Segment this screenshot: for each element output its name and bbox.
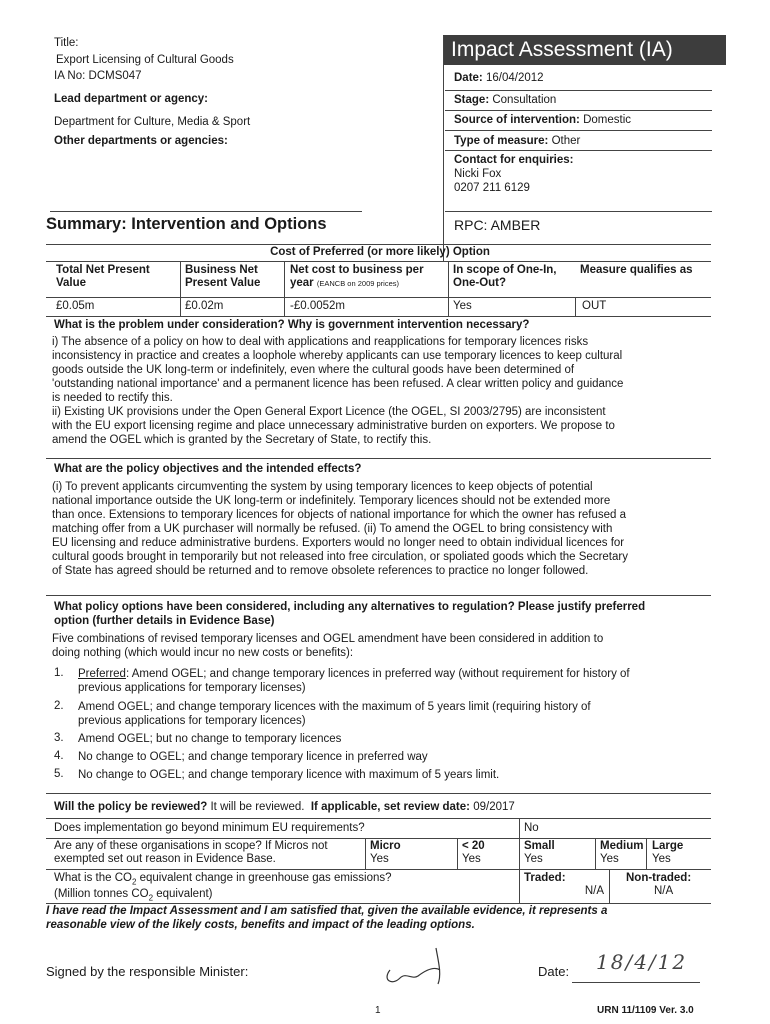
large-cell: [652, 840, 683, 866]
objectives-text: [52, 480, 714, 578]
eu-question: Does implementation go beyond minimum EU requirements?: [54, 822, 365, 834]
date-value: 16/04/2012: [485, 72, 544, 84]
option-preferred-label: Preferred: [78, 668, 126, 680]
stage-value: Consultation: [492, 94, 557, 106]
ia-banner: Impact Assessment (IA): [443, 35, 726, 65]
type-label: Type of measure:: [454, 135, 549, 147]
small-cell: [524, 840, 555, 866]
urn-reference: URN 11/1109 Ver. 3.0: [597, 1005, 694, 1016]
minister-signature: [378, 940, 473, 988]
option-number: 4.: [54, 750, 64, 762]
review-date-answer: 09/2017: [473, 801, 515, 813]
co2-question-text: (Million tonnes CO: [54, 888, 149, 901]
divider: [46, 458, 711, 459]
micro-question-line: Are any of these organisations in scope? If Micros not: [54, 840, 328, 852]
date-label-signoff: Date:: [538, 964, 570, 979]
option-text: previous applications for temporary licences): [78, 715, 306, 727]
ia-number-value: DCMS047: [88, 70, 142, 82]
options-heading: [54, 600, 645, 628]
cost-header-net-cost: [290, 264, 450, 290]
option-item: No change to OGEL; and change temporary licence with maximum of 5 years limit.: [78, 769, 500, 781]
options-intro-line: doing nothing (which would incur no new costs or benefits):: [52, 647, 354, 659]
ia-number: [54, 70, 142, 82]
divider: [284, 261, 285, 316]
divider: [365, 838, 366, 869]
cost-header-business-npv: Business Net Present Value: [185, 264, 261, 289]
divider: [180, 261, 181, 316]
sign-off-statement-line: reasonable view of the likely costs, benefits and impact of the leading options.: [46, 919, 475, 931]
objectives-line: national importance outside the UK long-term or indefinitely. Temporary licences should not be extended more: [52, 495, 611, 507]
traded-cell: [524, 872, 604, 898]
problem-line: goods outside the UK long-term or indefinitely, even where the cultural goods have been determined of: [52, 364, 575, 376]
other-departments-label: Other departments or agencies:: [54, 135, 228, 147]
traded-header: Traded:: [524, 872, 566, 884]
objectives-line: EU licensing and reduce administrative burdens. Exporters would no longer need to obtain individual licences for: [52, 537, 625, 549]
date-field: [454, 72, 544, 84]
summary-title: Summary: Intervention and Options: [46, 215, 327, 233]
problem-line: inconsistency in practice and creates a loophole whereby applicants can use temporary licences to keep cultural: [52, 350, 623, 362]
problem-line: ii) Existing UK provisions under the Open General Export Licence (the OGEL, SI 2003/2795) are inconsistent: [52, 406, 606, 418]
medium-header: Medium: [600, 840, 644, 852]
option-number: 5.: [54, 768, 64, 780]
option-text: Amend OGEL; and change temporary licences with the maximum of 5 years limit (requiring history of: [78, 701, 591, 713]
review-row: [54, 801, 515, 813]
header-vertical-divider: [443, 36, 444, 261]
micro-value: Yes: [370, 853, 389, 865]
divider: [445, 150, 712, 151]
traded-value: N/A: [584, 885, 604, 897]
small-value: Yes: [524, 853, 543, 865]
problem-line: with the EU export licensing regime and place unnecessary administrative burden on exporters. We propose to: [52, 420, 615, 432]
problem-text: [52, 335, 714, 447]
co2-question-text: equivalent change in greenhouse gas emissions?: [136, 872, 392, 884]
cost-header-measure: Measure qualifies as: [580, 264, 693, 276]
cost-header-net-cost-main: Net cost to business per year: [290, 264, 424, 289]
cost-header-ooio: In scope of One-In, One-Out?: [453, 264, 557, 289]
problem-line: 'outstanding national importance' and a permanent licence has been refused. A clear written policy and guidance: [52, 378, 624, 390]
divider: [448, 261, 449, 316]
divider: [445, 211, 712, 212]
review-date-question: If applicable, set review date:: [310, 801, 470, 813]
type-field: [454, 135, 580, 147]
source-value: Domestic: [583, 114, 632, 126]
problem-heading: What is the problem under consideration? Why is government intervention necessary?: [54, 319, 530, 331]
large-header: Large: [652, 840, 684, 852]
review-answer: It will be reviewed.: [210, 801, 305, 813]
type-value: Other: [551, 135, 581, 147]
source-label: Source of intervention:: [454, 114, 580, 126]
cost-header-net-cost-note: (EANCB on 2009 prices): [316, 279, 399, 288]
review-question: Will the policy be reviewed?: [54, 801, 208, 813]
micro-cell: [370, 840, 401, 866]
option-number: 2.: [54, 700, 64, 712]
nontraded-header: Non-traded:: [626, 872, 692, 884]
co2-subscript: 2: [131, 877, 137, 887]
objectives-line: (i) To prevent applicants circumventing the system by using temporary licences to keep objects of potential: [52, 481, 593, 493]
rpc-rating: RPC: AMBER: [454, 217, 541, 233]
divider: [46, 818, 711, 819]
option-item: No change to OGEL; and change temporary licence in preferred way: [78, 751, 428, 763]
medium-cell: [600, 840, 643, 866]
co2-question-text: equivalent): [153, 888, 213, 901]
objectives-line: matching offer from a UK purchaser will normally be refused. (ii) To amend the OGEL to bring consistency with: [52, 523, 613, 535]
ia-number-label: IA No:: [54, 70, 86, 82]
problem-line: is needed to rectify this.: [52, 392, 173, 404]
divider: [46, 261, 711, 262]
cost-table-top-border: [46, 244, 711, 245]
page-number: 1: [375, 1005, 381, 1016]
cost-value-net-cost: -£0.0052m: [290, 300, 345, 312]
stage-label: Stage:: [454, 94, 490, 106]
option-item: [78, 700, 713, 728]
objectives-line: of State has agreed should be returned and to remove obsolete references to practice no longer followed.: [52, 565, 589, 577]
co2-question: [54, 872, 392, 905]
large-value: Yes: [652, 853, 671, 865]
divider: [50, 211, 362, 212]
problem-line: amend the OGEL which is granted by the Secretary of State, to rectify this.: [52, 434, 432, 446]
options-heading-line: What policy options have been considered, including any alternatives to regulation? Please justify preferred: [54, 601, 646, 613]
sign-off-statement-line: I have read the Impact Assessment and I am satisfied that, given the available evidence, it represents a: [46, 905, 608, 917]
cost-value-business-npv: £0.02m: [185, 300, 224, 312]
lt20-value: Yes: [462, 853, 481, 865]
source-field: [454, 114, 631, 126]
micro-header: Micro: [370, 840, 401, 852]
divider: [595, 838, 596, 869]
divider: [445, 90, 712, 91]
options-intro: [52, 632, 603, 660]
objectives-line: cultural goods brought in temporarily but not released into free circulation, or spoliated goods which the Secretary: [52, 551, 628, 563]
divider: [445, 110, 712, 111]
divider: [46, 297, 711, 298]
options-intro-line: Five combinations of revised temporary licenses and OGEL amendment have been considered in addition to: [52, 633, 604, 645]
divider: [46, 793, 711, 794]
micro-question-line: exempted set out reason in Evidence Base.: [54, 853, 276, 865]
contact-phone: 0207 211 6129: [454, 182, 530, 194]
divider: [575, 297, 576, 316]
title-label: Title:: [54, 37, 79, 49]
cost-value-measure: OUT: [582, 300, 607, 312]
option-text: previous applications for temporary licenses): [78, 682, 306, 694]
lt20-header: < 20: [462, 840, 485, 852]
eu-answer: No: [524, 822, 539, 834]
cost-value-ooio: Yes: [453, 300, 472, 312]
divider: [445, 130, 712, 131]
nontraded-value: N/A: [654, 885, 674, 897]
option-number: 3.: [54, 732, 64, 744]
option-text: : Amend OGEL; and change temporary licences in preferred way (without requirement for history of: [125, 668, 630, 680]
co2-question-text: What is the CO: [54, 872, 132, 884]
divider: [46, 869, 711, 870]
options-heading-line: option (further details in Evidence Base): [54, 615, 275, 627]
divider: [46, 838, 711, 839]
nontraded-cell: [614, 872, 709, 898]
small-header: Small: [524, 840, 555, 852]
sign-off-statement: [46, 904, 607, 932]
problem-line: i) The absence of a policy on how to deal with applications and reapplications for temporary licences risks: [52, 336, 589, 348]
divider: [609, 869, 610, 903]
divider: [457, 838, 458, 869]
objectives-line: than once. Extensions to temporary licences for objects of national importance for which the owner has refused a: [52, 509, 627, 521]
option-number: 1.: [54, 667, 64, 679]
divider: [646, 838, 647, 869]
cost-table-caption: Cost of Preferred (or more likely) Option: [270, 246, 490, 258]
lead-value: Department for Culture, Media & Sport: [54, 116, 251, 128]
date-label: Date:: [454, 72, 483, 84]
contact-name: Nicki Fox: [454, 168, 502, 180]
divider: [46, 316, 711, 317]
lead-label: Lead department or agency:: [54, 93, 209, 105]
handwritten-date: 18/4/12: [596, 950, 688, 974]
micro-question: [54, 840, 328, 866]
co2-subscript: 2: [148, 893, 154, 903]
divider: [519, 818, 520, 903]
medium-value: Yes: [600, 853, 619, 865]
cost-value-total-npv: £0.05m: [56, 300, 95, 312]
option-item: Amend OGEL; but no change to temporary licences: [78, 733, 342, 745]
lt20-cell: [462, 840, 485, 866]
objectives-heading: What are the policy objectives and the intended effects?: [54, 463, 362, 475]
stage-field: [454, 94, 556, 106]
contact-label: Contact for enquiries:: [454, 154, 574, 166]
cost-header-total-npv: Total Net Present Value: [56, 264, 150, 289]
title-value: Export Licensing of Cultural Goods: [56, 54, 234, 66]
divider: [46, 595, 711, 596]
date-underline: [572, 982, 700, 983]
signed-label: Signed by the responsible Minister:: [46, 964, 249, 979]
option-item: [78, 667, 713, 695]
